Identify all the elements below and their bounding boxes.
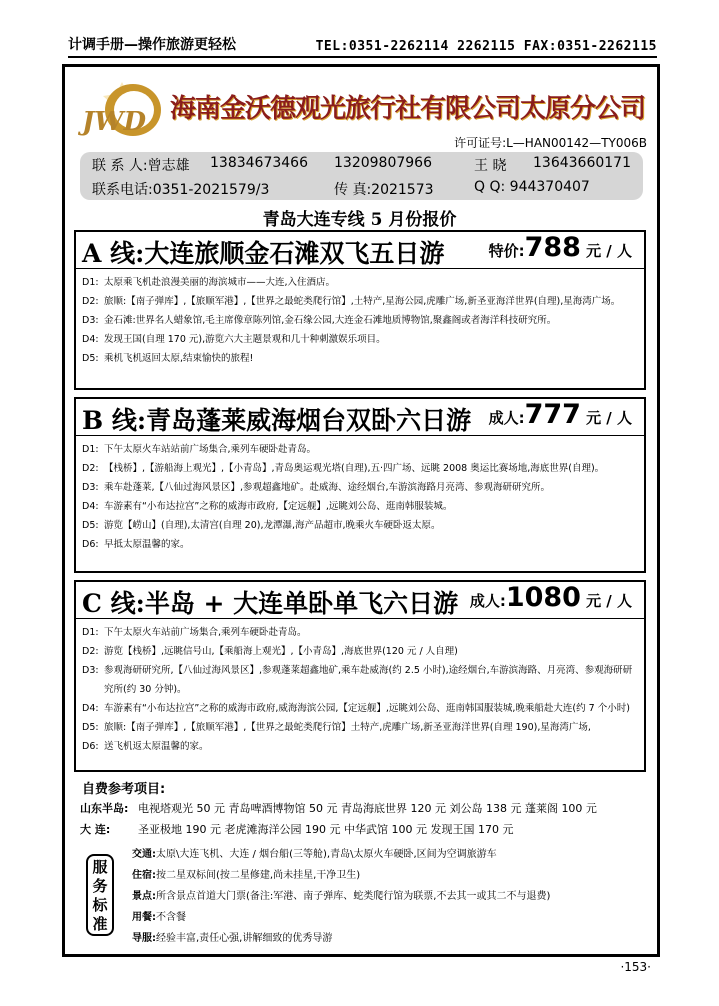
day-label: D5: xyxy=(82,722,99,733)
price-value: 788 xyxy=(524,232,581,263)
day-label: D6: xyxy=(82,741,99,752)
itinerary-day xyxy=(82,516,638,535)
day-label: D4: xyxy=(82,334,99,345)
price-label: 成人: xyxy=(469,592,506,610)
day-text: 太原乘飞机赴浪漫美丽的海滨城市——大连,入住酒店。 xyxy=(104,277,336,288)
day-label: D5: xyxy=(82,353,99,364)
logo-text: JWD xyxy=(82,107,147,137)
contact-phone-2: 13209807966 xyxy=(334,155,432,171)
service-label: 景点: xyxy=(132,891,156,902)
service-text: 经验丰富,责任心强,讲解细致的优秀导游 xyxy=(156,933,333,944)
itinerary-day xyxy=(82,497,638,516)
day-label: D4: xyxy=(82,501,99,512)
service-label: 交通: xyxy=(132,849,156,860)
day-label: D4: xyxy=(82,703,99,714)
company-logo xyxy=(78,78,166,140)
page-header xyxy=(68,30,657,58)
contact-fax: 传 真:2021573 xyxy=(334,182,434,198)
day-text: 乘机飞机返回太原,结束愉快的旅程! xyxy=(104,353,254,364)
self-pay-region: 山东半岛: xyxy=(80,802,129,815)
day-label: D2: xyxy=(82,463,99,474)
route-a-price xyxy=(489,232,632,263)
page-number: ·153· xyxy=(620,960,651,974)
contact-phone-3: 13643660171 xyxy=(533,155,631,171)
day-label: D2: xyxy=(82,646,99,657)
day-text: 旅顺:【南子弹库】,【旅顺军港】,【世界之最蛇类爬行馆】土特产,虎雕广场,新圣亚海洋世界(自理 190),星海湾广场, xyxy=(104,722,591,733)
contact-qq: Q Q: 944370407 xyxy=(474,179,590,195)
itinerary-day xyxy=(82,330,638,349)
day-label: D3: xyxy=(82,315,99,326)
itinerary-day xyxy=(82,459,638,478)
day-text: 发现王国(自理 170 元),游览六大主题景观和几十种刺激娱乐项目。 xyxy=(104,334,386,345)
license-number: 许可证号:L—HAN00142—TY006B xyxy=(454,136,647,150)
day-text: 送飞机返太原温馨的家。 xyxy=(104,741,209,752)
route-a-title: A 线:大连旅顺金石滩双飞五日游 xyxy=(82,239,445,268)
service-text: 不含餐 xyxy=(156,912,186,923)
itinerary-day xyxy=(82,737,638,756)
day-label: D1: xyxy=(82,627,99,638)
self-pay-items: 圣亚极地 190 元 老虎滩海洋公园 190 元 中华武馆 100 元 发现王国 170 元 xyxy=(138,823,514,836)
day-label: D1: xyxy=(82,444,99,455)
service-row xyxy=(132,866,550,887)
route-a xyxy=(74,230,646,390)
itinerary-day xyxy=(82,661,638,699)
route-a-itinerary xyxy=(76,269,644,372)
day-label: D5: xyxy=(82,520,99,531)
route-b-header xyxy=(76,399,644,436)
service-label: 用餐: xyxy=(132,912,156,923)
itinerary-day xyxy=(82,349,638,368)
itinerary-day xyxy=(82,623,638,642)
day-text: 游览【崂山】(自理),太清宫(自理 20),龙潭瀑,海产品超市,晚乘火车硬卧返太原。 xyxy=(104,520,441,531)
day-text: 车游素有“小布达拉宫”之称的威海市政府,威海海滨公园,【定远舰】,远眺刘公岛、逛南韩国服装城,晚乘船赴大连(约 7 个小时) xyxy=(104,703,630,714)
day-label: D3: xyxy=(82,482,99,493)
self-pay-row xyxy=(80,821,650,842)
day-text: 参观海研研究所,【八仙过海风景区】,参观蓬莱超鑫地矿,乘车赴威海(约 2.5 小时),途经烟台,车游滨海路、月亮湾、参观海研研究所(约 30 分钟)。 xyxy=(104,665,633,695)
service-row xyxy=(132,908,550,929)
day-label: D2: xyxy=(82,296,99,307)
itinerary-day xyxy=(82,440,638,459)
service-label: 住宿: xyxy=(132,870,156,881)
self-pay-title: 自费参考项目: xyxy=(82,782,166,797)
itinerary-day xyxy=(82,311,638,330)
price-label: 特价: xyxy=(488,242,525,260)
self-pay-region: 大 连: xyxy=(80,823,111,836)
itinerary-day xyxy=(82,535,638,554)
day-label: D6: xyxy=(82,539,99,550)
self-pay-items: 电视塔观光 50 元 青岛啤酒博物馆 50 元 青岛海底世界 120 元 刘公岛 138 元 蓬莱阁 100 元 xyxy=(138,802,597,815)
service-label: 导服: xyxy=(132,933,156,944)
service-text: 太原\大连飞机、大连 / 烟台船(三等舱),青岛\太原火车硬卧,区间为空调旅游车 xyxy=(156,849,497,860)
day-label: D1: xyxy=(82,277,99,288)
route-a-header xyxy=(76,232,644,269)
day-text: 车游素有“小布达拉宫”之称的威海市政府,【定远舰】,远眺刘公岛、逛南韩服装城。 xyxy=(104,501,453,512)
route-b-price xyxy=(489,399,632,430)
itinerary-day xyxy=(82,478,638,497)
service-row xyxy=(132,929,550,950)
day-text: 金石滩:世界名人蜡象馆,毛主席像章陈列馆,金石缘公园,大连金石滩地质博物馆,聚鑫阁或者海洋科技研究所。 xyxy=(104,315,557,326)
day-text: 旅顺:【南子弹库】,【旅顺军港】,【世界之最蛇类爬行馆】,土特产,星海公园,虎雕广场,新圣亚海洋世界(自理),星海湾广场。 xyxy=(104,296,621,307)
day-label: D3: xyxy=(82,665,99,676)
contact-person-2: 王 晓 xyxy=(474,158,507,174)
route-c xyxy=(74,580,646,772)
route-b-title: B 线:青岛蓬莱威海烟台双卧六日游 xyxy=(82,406,472,435)
service-text: 按二星双标间(按二星修建,尚未挂星,干净卫生) xyxy=(156,870,361,881)
service-text: 所含景点首道大门票(备注:军港、南子弹库、蛇类爬行馆为联票,不去其一或其二不与退费) xyxy=(156,891,551,902)
itinerary-day xyxy=(82,718,638,737)
self-pay-section xyxy=(80,778,650,842)
route-c-title: C 线:半岛 + 大连单卧单飞六日游 xyxy=(82,589,459,618)
contact-tel: 联系电话:0351-2021579/3 xyxy=(92,182,270,198)
day-text: 早抵太原温馨的家。 xyxy=(104,539,190,550)
itinerary-day xyxy=(82,642,638,661)
price-value: 1080 xyxy=(505,582,581,613)
self-pay-row xyxy=(80,800,650,821)
price-label: 成人: xyxy=(488,409,525,427)
day-text: 乘车赴蓬莱,【八仙过海风景区】,参观超鑫地矿。赴威海、途经烟台,车游滨海路月亮湾、参观海研研究所。 xyxy=(104,482,551,493)
price-value: 777 xyxy=(524,399,581,430)
service-row xyxy=(132,845,550,866)
day-text: 下午太原火车站站前广场集合,乘列车硬卧赴青岛。 xyxy=(104,444,317,455)
itinerary-day xyxy=(82,292,638,311)
day-text: 下午太原火车站前广场集合,乘列车硬卧赴青岛。 xyxy=(104,627,307,638)
route-c-header xyxy=(76,582,644,619)
header-slogan: 计调手册—操作旅游更轻松 xyxy=(68,37,236,53)
contact-person: 联 系 人:曾志雄 xyxy=(92,158,190,174)
contact-box xyxy=(80,152,643,200)
itinerary-day xyxy=(82,273,638,292)
price-unit: 元 / 人 xyxy=(586,592,632,610)
company-name: 海南金沃德观光旅行社有限公司太原分公司 xyxy=(170,94,646,124)
service-standard-badge: 服务标准 xyxy=(86,854,114,936)
route-c-price xyxy=(470,582,632,613)
day-text: 【栈桥】,【游船海上观光】,【小青岛】,青岛奥运观光塔(自理),五·四广场、远眺 2008 奥运比赛场地,海底世界(自理)。 xyxy=(104,463,605,474)
service-row xyxy=(132,887,550,908)
route-b-itinerary xyxy=(76,436,644,558)
header-contact: TEL:0351-2262114 2262115 FAX:0351-2262115 xyxy=(315,39,657,54)
contact-phone-1: 13834673466 xyxy=(210,155,308,171)
price-unit: 元 / 人 xyxy=(586,409,632,427)
route-b xyxy=(74,397,646,573)
day-text: 游览【栈桥】,远眺信号山,【乘船海上观光】,【小青岛】,海底世界(120 元 / 人自理) xyxy=(104,646,458,657)
route-c-itinerary xyxy=(76,619,644,760)
price-unit: 元 / 人 xyxy=(586,242,632,260)
service-standards xyxy=(132,845,550,950)
document-title: 青岛大连专线 5 月份报价 xyxy=(262,210,457,230)
itinerary-day xyxy=(82,699,638,718)
